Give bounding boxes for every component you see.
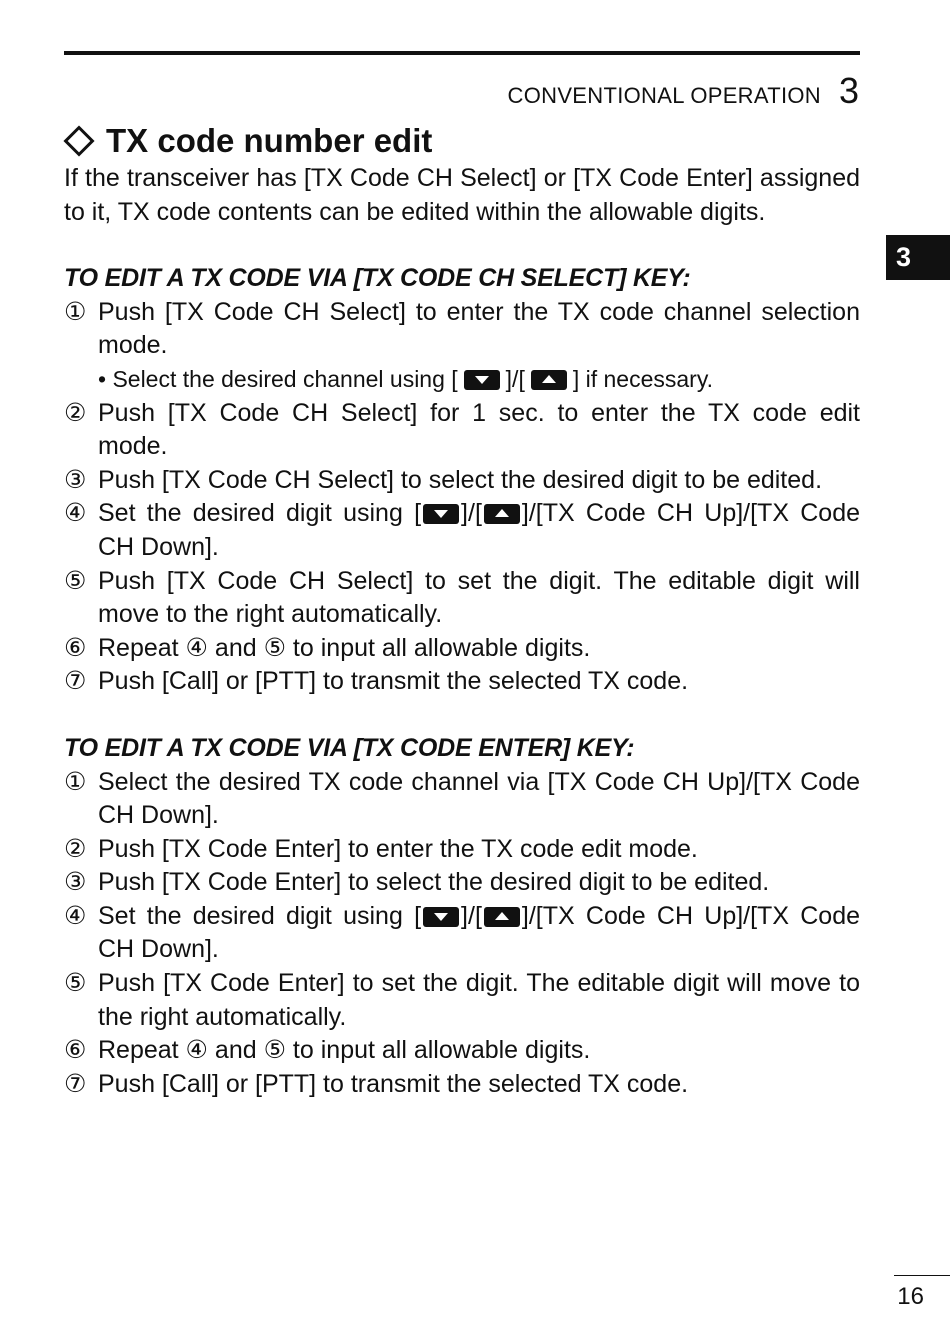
step-text: Push [TX Code Enter] to enter the TX code edit mode. <box>98 834 698 863</box>
step-number: ⑦ <box>64 667 87 696</box>
step-text: Repeat ④ and ⑤ to input all allowable digits. <box>98 1036 591 1065</box>
step-text: Push [Call] or [PTT] to transmit the selected TX code. <box>98 1069 689 1098</box>
step-text: Repeat ④ and ⑤ to input all allowable digits. <box>98 633 591 662</box>
step-item <box>64 1034 860 1068</box>
step-item <box>64 833 860 867</box>
intro-paragraph: If the transceiver has [TX Code CH Select] or [TX Code Enter] assigned to it, TX code contents can be edited within the allowable digits. <box>64 164 860 226</box>
step-number: ② <box>64 398 87 427</box>
step-number: ⑥ <box>64 633 87 662</box>
step-number: ⑤ <box>64 969 87 998</box>
step-item <box>64 665 860 699</box>
page-number: 16 <box>897 1283 924 1310</box>
step-text-post: ]/[TX Code CH Up]/[TX Code CH Down]. <box>98 499 861 561</box>
section-name: CONVENTIONAL OPERATION <box>507 83 821 108</box>
step-note <box>64 363 860 397</box>
step-text <box>98 900 860 967</box>
top-rule <box>64 51 860 55</box>
chapter-tab: 3 <box>886 235 950 280</box>
note-text-mid: ]/[ <box>505 365 525 392</box>
step-number: ③ <box>64 465 87 494</box>
steps-code-enter <box>64 766 860 1102</box>
step-item <box>64 900 860 967</box>
down-key-icon <box>423 504 459 524</box>
step-text: Push [Call] or [PTT] to transmit the selected TX code. <box>98 667 689 696</box>
step-item <box>64 296 860 363</box>
step-text <box>98 497 860 564</box>
steps-ch-select <box>64 296 860 699</box>
running-header <box>508 70 859 112</box>
step-text: Push [TX Code CH Select] to set the digit. The editable digit will move to the right automatically. <box>98 566 860 629</box>
page-title-text: TX code number edit <box>106 122 433 159</box>
step-number: ⑦ <box>64 1069 87 1098</box>
section-heading-code-enter: TO EDIT A TX CODE VIA [TX CODE ENTER] KEY: <box>64 733 635 762</box>
step-item <box>64 866 860 900</box>
up-key-icon <box>484 907 520 927</box>
step-number: ④ <box>64 499 87 528</box>
step-item <box>64 1068 860 1102</box>
page-title <box>64 120 860 162</box>
step-text: Push [TX Code CH Select] to enter the TX code channel selection mode. <box>98 297 860 360</box>
step-text-post: ]/[TX Code CH Up]/[TX Code CH Down]. <box>98 901 861 964</box>
step-text: Select the desired TX code channel via [TX Code CH Up]/[TX Code CH Down]. <box>98 767 860 830</box>
section-number: 3 <box>838 70 859 111</box>
page-number-rule <box>894 1275 950 1276</box>
step-item <box>64 565 860 632</box>
step-item <box>64 632 860 666</box>
step-text-pre: Set the desired digit using [ <box>98 499 422 528</box>
step-item <box>64 464 860 498</box>
step-text: Push [TX Code Enter] to set the digit. The editable digit will move to the right automatically. <box>98 969 860 1031</box>
step-item <box>64 967 860 1034</box>
note-text-pre: • Select the desired channel using [ <box>98 365 458 392</box>
step-text-mid: ]/[ <box>461 499 482 528</box>
down-key-icon <box>464 370 500 390</box>
step-number: ④ <box>64 901 87 930</box>
step-number: ⑤ <box>64 566 87 595</box>
step-text-pre: Set the desired digit using [ <box>98 901 422 930</box>
step-number: ⑥ <box>64 1036 87 1065</box>
step-number: ① <box>64 767 87 796</box>
step-text: Push [TX Code Enter] to select the desired digit to be edited. <box>98 868 770 897</box>
step-text: Push [TX Code CH Select] for 1 sec. to enter the TX code edit mode. <box>98 398 860 461</box>
page-content <box>64 120 860 1101</box>
up-key-icon <box>531 370 567 390</box>
step-item <box>64 766 860 833</box>
step-number: ② <box>64 834 87 863</box>
step-number: ① <box>64 297 87 326</box>
step-text: Push [TX Code CH Select] to select the desired digit to be edited. <box>98 465 823 494</box>
up-key-icon <box>484 504 520 524</box>
note-text-post: ] if necessary. <box>572 365 714 392</box>
step-number: ③ <box>64 868 87 897</box>
step-text-mid: ]/[ <box>461 901 482 930</box>
section-heading-ch-select: TO EDIT A TX CODE VIA [TX CODE CH SELECT] KEY: <box>64 264 691 293</box>
step-item <box>64 397 860 464</box>
step-item <box>64 497 860 564</box>
down-key-icon <box>423 907 459 927</box>
diamond-icon <box>63 125 94 156</box>
